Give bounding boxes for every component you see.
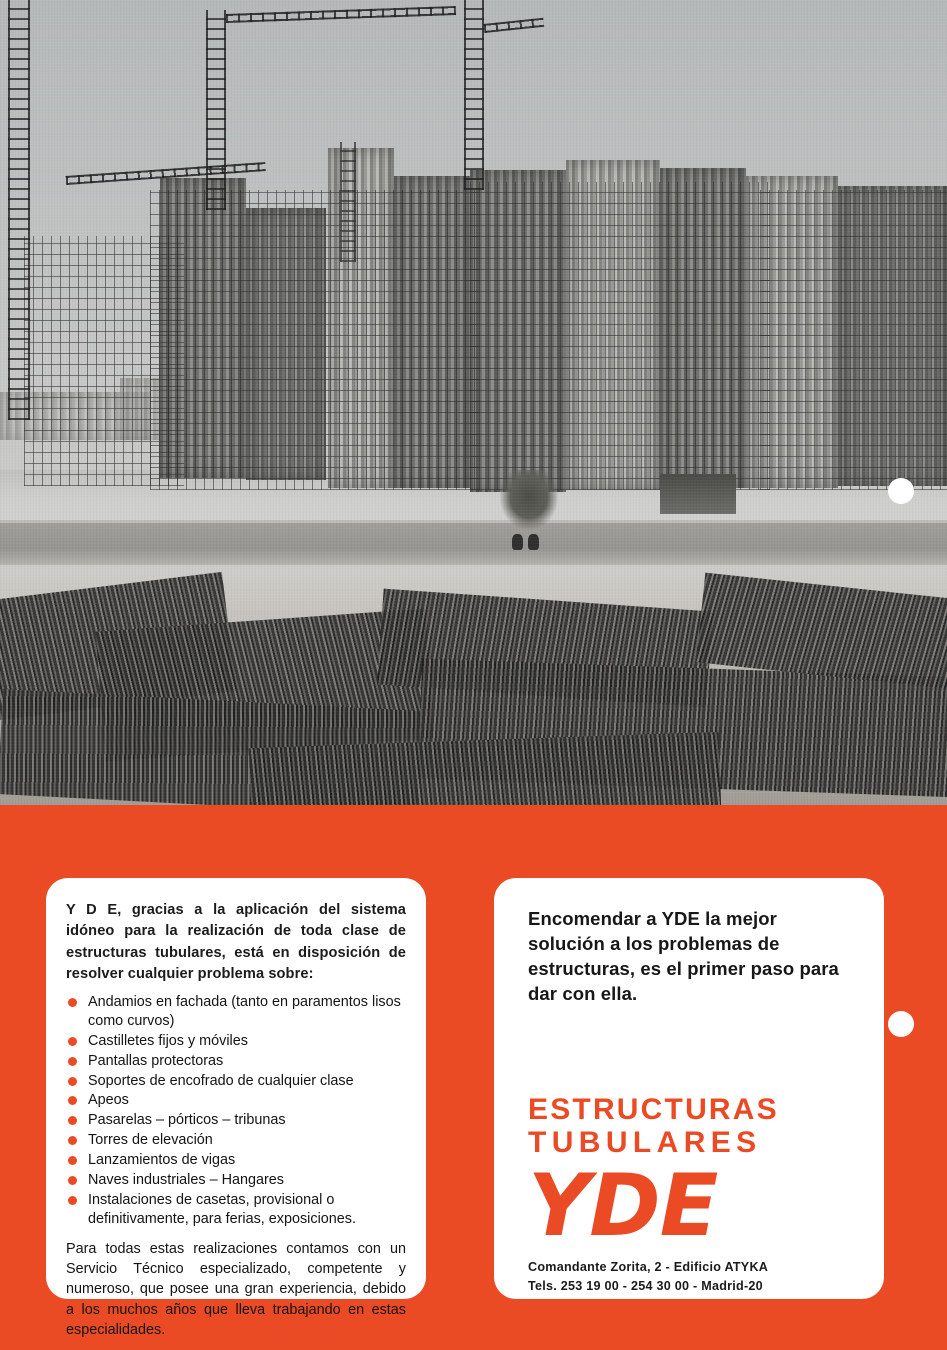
intro-paragraph: Y D E, gracias a la aplicación del sistema idóneo para la realización de toda clase de estructuras tubulares, está en disposición de resolver cualquier problema sobre: xyxy=(66,902,406,982)
photo-crane-mast xyxy=(464,0,484,190)
bullet-icon xyxy=(68,1176,77,1185)
services-card xyxy=(46,878,426,1339)
list-item xyxy=(66,1032,406,1051)
photo-crane-mast xyxy=(8,0,30,420)
list-item xyxy=(66,1131,406,1150)
company-phones: Tels. 253 19 00 - 254 30 00 - Madrid-20 xyxy=(528,1278,763,1293)
bullet-icon xyxy=(68,1116,77,1125)
list-item-label: Lanzamientos de vigas xyxy=(88,1152,236,1169)
headline: Encomendar a YDE la mejor solución a los problemas de estructuras, es el primer paso para dar con ella. xyxy=(528,908,839,1005)
list-item xyxy=(66,1111,406,1130)
list-item-label: Apeos xyxy=(88,1092,129,1109)
binder-punch-hole xyxy=(888,1011,914,1037)
list-item xyxy=(66,1151,406,1170)
bullet-icon xyxy=(68,1096,77,1105)
photo-road xyxy=(0,523,947,565)
brand-logo-yde: YDE xyxy=(528,1155,718,1256)
bullet-icon xyxy=(68,1196,77,1205)
bullet-icon xyxy=(68,1156,77,1165)
list-item-label: Castilletes fijos y móviles xyxy=(88,1032,248,1049)
photo-scaffolding xyxy=(470,182,770,490)
list-item-label: Andamios en fachada (tanto en paramentos lisos como curvos) xyxy=(88,994,401,1030)
photo-scaffolding xyxy=(760,190,947,490)
bullet-icon xyxy=(68,998,77,1007)
binder-punch-hole xyxy=(888,478,914,504)
list-item-label: Naves industriales – Hangares xyxy=(88,1171,284,1188)
photo-worker xyxy=(528,534,539,550)
photo-site-shack xyxy=(660,474,736,514)
photo-crane-mast xyxy=(340,142,356,262)
brand-card xyxy=(494,878,884,1299)
photo-crane-mast xyxy=(206,10,226,210)
list-item xyxy=(66,1191,406,1229)
list-item-label: Pantallas protectoras xyxy=(88,1052,224,1069)
brand-line-estructuras: ESTRUCTURAS xyxy=(528,1092,779,1126)
bullet-icon xyxy=(68,1057,77,1066)
list-item-label: Torres de elevación xyxy=(88,1132,213,1149)
outro-paragraph: Para todas estas realizaciones contamos con un Servicio Técnico especializado, competente y numeroso, que posee una gran experiencia, debido a los muchos años que lleva trabajando en estas especialidades. xyxy=(66,1240,406,1339)
services-list xyxy=(66,993,406,1228)
photo-tree xyxy=(500,470,558,530)
bullet-icon xyxy=(68,1136,77,1145)
list-item xyxy=(66,993,406,1031)
list-item xyxy=(66,1091,406,1110)
list-item-label: Soportes de encofrado de cualquier clase xyxy=(88,1072,354,1089)
bullet-icon xyxy=(68,1077,77,1086)
list-item xyxy=(66,1072,406,1091)
list-item-label: Instalaciones de casetas, provisional o definitivamente, para ferias, exposiciones. xyxy=(88,1191,356,1227)
bullet-icon xyxy=(68,1037,77,1046)
brand-line-tubulares: TUBULARES xyxy=(528,1126,762,1160)
list-item-label: Pasarelas – pórticos – tribunas xyxy=(88,1112,286,1129)
photo-worker xyxy=(512,534,523,550)
company-address: Comandante Zorita, 2 - Edificio ATYKA xyxy=(528,1260,769,1275)
list-item xyxy=(66,1171,406,1190)
photo-scaffolding xyxy=(150,190,480,490)
list-item xyxy=(66,1052,406,1071)
